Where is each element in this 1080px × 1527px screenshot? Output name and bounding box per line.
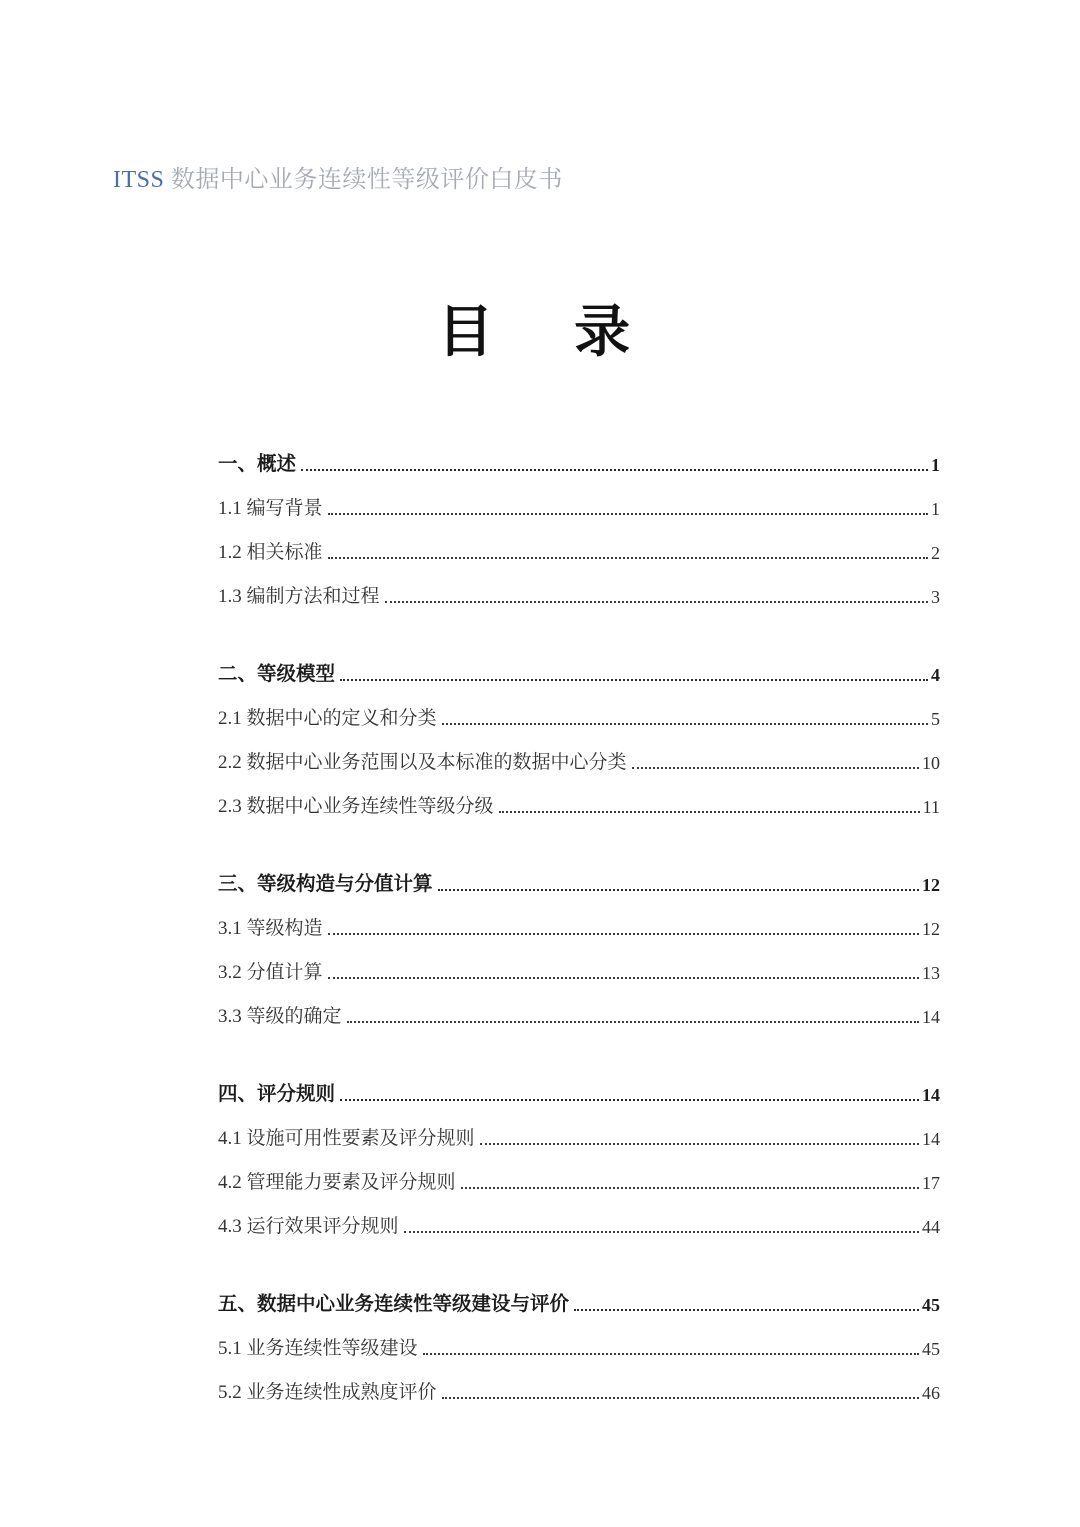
dot-leader <box>574 1309 919 1311</box>
dot-leader <box>328 933 919 935</box>
toc-page-number: 1 <box>931 455 940 475</box>
toc-page-number: 14 <box>922 1129 940 1149</box>
dot-leader <box>461 1187 919 1189</box>
toc-entry-label: 2.2 数据中心业务范围以及本标准的数据中心分类 <box>218 752 627 773</box>
toc-entry-label: 1.3 编制方法和过程 <box>218 586 380 607</box>
toc-entry <box>218 1150 940 1194</box>
toc-entry <box>218 476 940 520</box>
dot-leader <box>480 1143 919 1145</box>
toc-entry <box>218 1316 940 1360</box>
dot-leader <box>385 601 928 603</box>
dot-leader <box>404 1231 919 1233</box>
toc-entry-label: 5.2 业务连续性成熟度评价 <box>218 1382 437 1403</box>
toc-entry-label: 4.3 运行效果评分规则 <box>218 1216 399 1237</box>
toc-section-heading <box>218 432 940 476</box>
toc-entry-label: 3.1 等级构造 <box>218 918 323 939</box>
toc-heading-label: 三、等级构造与分值计算 <box>218 873 433 895</box>
toc-section-heading <box>218 1062 940 1106</box>
toc-section-1 <box>218 432 940 608</box>
toc-entry <box>218 940 940 984</box>
toc-page-number: 4 <box>931 665 940 685</box>
toc-entry-label: 3.2 分值计算 <box>218 962 323 983</box>
dot-leader <box>423 1353 919 1355</box>
toc-page-number: 10 <box>922 753 940 773</box>
dot-leader <box>301 469 928 471</box>
toc-entry <box>218 520 940 564</box>
toc-entry <box>218 686 940 730</box>
toc-section-heading <box>218 852 940 896</box>
table-of-contents <box>218 432 940 1404</box>
toc-page-number: 3 <box>931 587 940 607</box>
toc-section-heading <box>218 1272 940 1316</box>
toc-page-number: 12 <box>922 875 940 895</box>
toc-section-5 <box>218 1272 940 1404</box>
toc-entry <box>218 984 940 1028</box>
page-title: 目 录 <box>437 302 643 364</box>
toc-entry-label: 5.1 业务连续性等级建设 <box>218 1338 418 1359</box>
toc-section-2 <box>218 642 940 818</box>
toc-heading-label: 一、概述 <box>218 453 297 475</box>
toc-entry <box>218 774 940 818</box>
brand-text: ITSS <box>113 167 165 193</box>
toc-page-number: 13 <box>922 963 940 983</box>
toc-page-number: 17 <box>922 1173 940 1193</box>
dot-leader <box>632 767 919 769</box>
toc-entry <box>218 564 940 608</box>
toc-entry-label: 4.2 管理能力要素及评分规则 <box>218 1172 456 1193</box>
toc-entry-label: 1.2 相关标准 <box>218 542 323 563</box>
toc-entry <box>218 1360 940 1404</box>
dot-leader <box>328 977 919 979</box>
toc-entry-label: 1.1 编写背景 <box>218 498 323 519</box>
toc-entry-label: 2.1 数据中心的定义和分类 <box>218 708 437 729</box>
toc-page-number: 46 <box>922 1383 940 1403</box>
running-header <box>100 132 563 194</box>
toc-heading-label: 二、等级模型 <box>218 663 336 685</box>
toc-entry <box>218 896 940 940</box>
toc-page-number: 1 <box>931 499 940 519</box>
dot-leader <box>328 557 928 559</box>
dot-leader <box>340 1099 919 1101</box>
toc-page-number: 12 <box>922 919 940 939</box>
toc-entry <box>218 1194 940 1238</box>
toc-entry-label: 4.1 设施可用性要素及评分规则 <box>218 1128 475 1149</box>
toc-heading-label: 四、评分规则 <box>218 1083 336 1105</box>
toc-entry <box>218 1106 940 1150</box>
toc-page-number: 45 <box>922 1295 940 1315</box>
dot-leader <box>347 1021 919 1023</box>
dot-leader <box>328 513 928 515</box>
toc-page-number: 14 <box>922 1007 940 1027</box>
toc-page-number: 45 <box>922 1339 940 1359</box>
toc-page-number: 14 <box>922 1085 940 1105</box>
toc-section-4 <box>218 1062 940 1238</box>
toc-section-heading <box>218 642 940 686</box>
dot-leader <box>340 679 928 681</box>
toc-heading-label: 五、数据中心业务连续性等级建设与评价 <box>218 1293 570 1315</box>
toc-entry-label: 2.3 数据中心业务连续性等级分级 <box>218 796 494 817</box>
toc-entry-label: 3.3 等级的确定 <box>218 1006 342 1027</box>
dot-leader <box>499 811 920 813</box>
dot-leader <box>442 1397 919 1399</box>
toc-page-number: 5 <box>931 709 940 729</box>
toc-section-3 <box>218 852 940 1028</box>
dot-leader <box>438 889 919 891</box>
toc-page-number: 11 <box>922 797 940 817</box>
document-title: 数据中心业务连续性等级评价白皮书 <box>170 166 563 193</box>
dot-leader <box>442 723 928 725</box>
toc-page-number: 44 <box>922 1217 940 1237</box>
toc-page-number: 2 <box>931 543 940 563</box>
toc-entry <box>218 730 940 774</box>
